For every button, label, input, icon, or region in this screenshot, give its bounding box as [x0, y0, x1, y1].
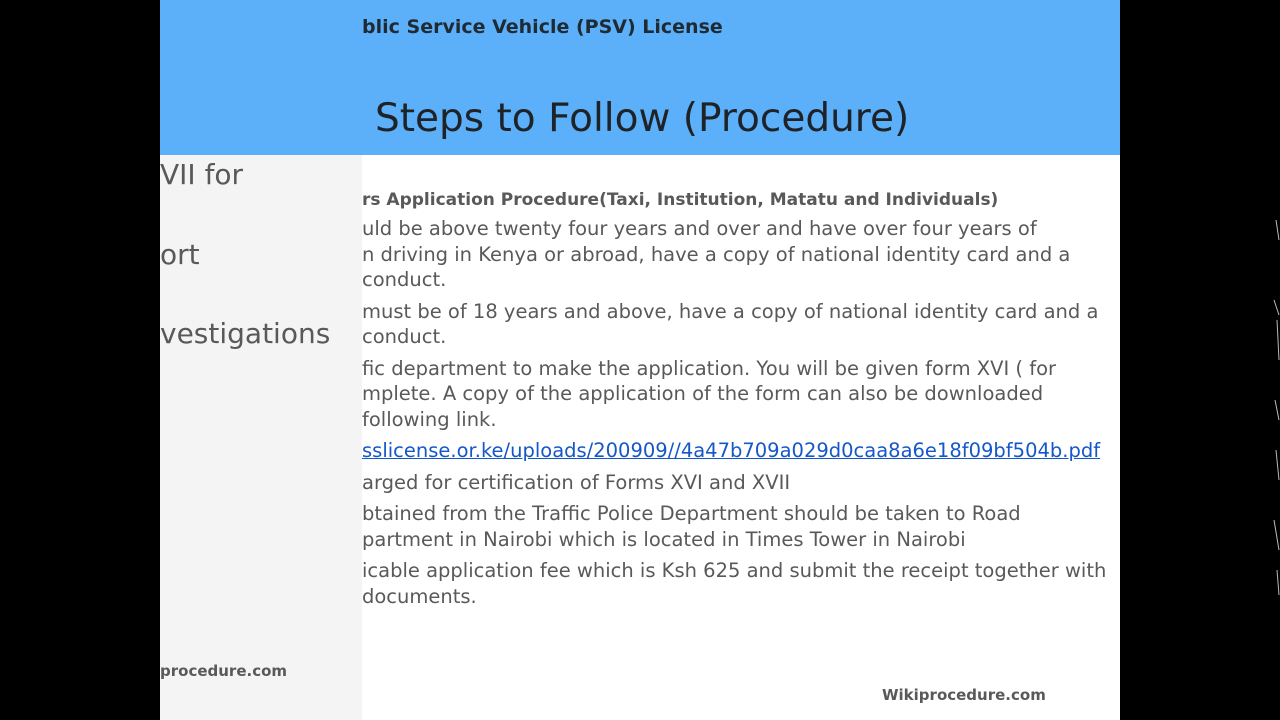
step-line: following link.	[362, 407, 497, 431]
step-item-4	[362, 470, 1106, 496]
step-line: mplete. A copy of the application of the form can also be downloaded	[362, 382, 1044, 405]
slide-title: Steps to Follow (Procedure)	[375, 96, 910, 141]
step-item-5	[362, 501, 1106, 552]
step-line: partment in Nairobi which is located in Times Tower in Nairobi	[362, 527, 966, 551]
back-slide-line-2: ort	[160, 238, 200, 271]
slide-subtitle: blic Service Vehicle (PSV) License	[362, 16, 723, 38]
section-heading: rs Application Procedure(Taxi, Institution, Matatu and Individuals)	[362, 190, 999, 210]
step-line: icable application fee which is Ksh 625 and submit the receipt together with	[362, 559, 1106, 582]
step-item-6	[362, 558, 1106, 609]
step-line: n driving in Kenya or abroad, have a copy of national identity card and a	[362, 242, 1071, 266]
step-line: documents.	[362, 584, 477, 608]
step-item-2	[362, 299, 1106, 350]
step-item-3	[362, 356, 1106, 433]
slide-footer: Wikiprocedure.com	[882, 686, 1046, 704]
back-slide-line-3: vestigations	[160, 317, 331, 350]
edge-marks-decoration	[1268, 220, 1280, 600]
step-line: arged for certification of Forms XVI and XVII	[362, 470, 791, 494]
back-slide-footer: procedure.com	[160, 662, 288, 680]
back-slide-line-1: VII for	[160, 158, 244, 191]
step-item-1	[362, 216, 1106, 293]
step-line: must be of 18 years and above, have a copy of national identity card and a	[362, 299, 1099, 323]
step-line: uld be above twenty four years and over and have over four years of	[362, 217, 1037, 240]
slide-body	[362, 190, 1106, 615]
step-line: fic department to make the application. You will be given form XVI ( for	[362, 356, 1057, 380]
step-line: btained from the Traffic Police Department should be taken to Road	[362, 502, 1021, 525]
step-line: conduct.	[362, 325, 447, 348]
form-download-link[interactable]: sslicense.or.ke/uploads/200909//4a47b709a029d0caa8a6e18f09bf504b.pdf	[362, 439, 1101, 462]
step-line: conduct.	[362, 268, 447, 291]
